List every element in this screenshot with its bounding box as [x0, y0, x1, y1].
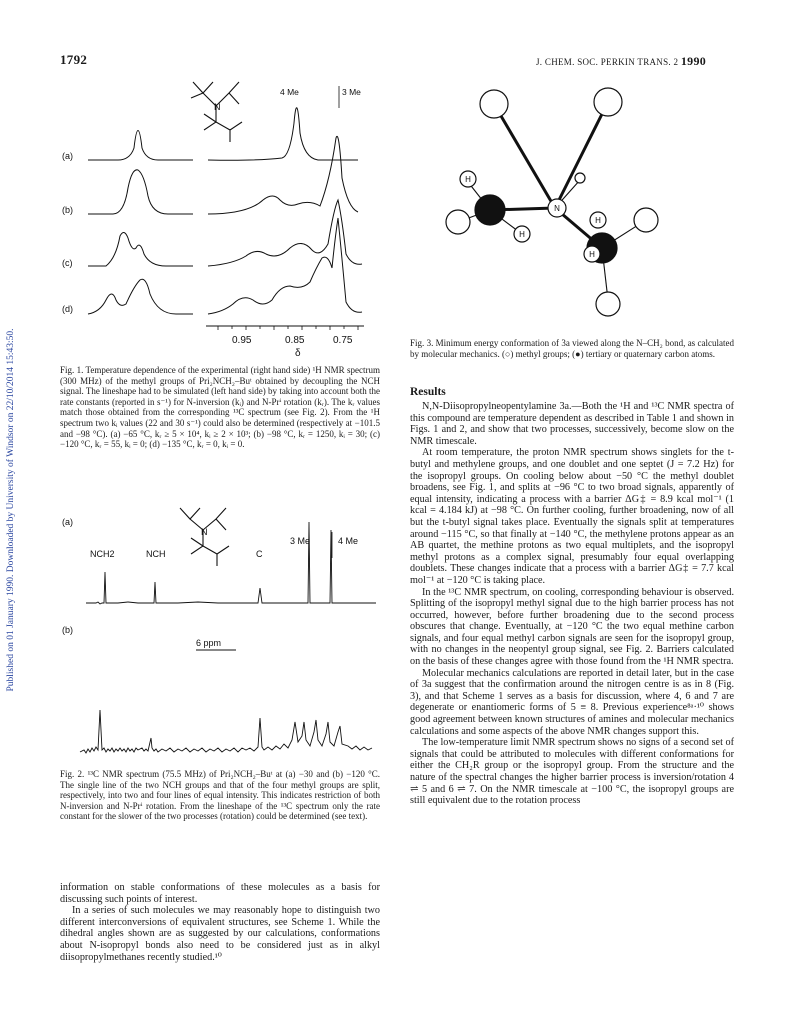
- fig1-trace-b-simulated: [88, 170, 193, 214]
- fig1-peak-label-3me: 3 Me: [342, 87, 361, 97]
- fig1-trace-label-c: (c): [62, 258, 73, 268]
- fig2-trace-label-b: (b): [62, 625, 73, 635]
- fig2-peak-label-c: C: [256, 549, 263, 559]
- results-paragraph-4: Molecular mechanics calculations are reported in detail later, but in the case of 3a suggest that the confirmation around the nitrogen centre is as in 8 (Fig. 3), and that Scheme 1 serves as a basis for discussion, where 4, 6 and 7 are degenerate or enantiomeric forms of 5 ≡ 8. Previous experience⁸ᵃ·¹⁰ shows good agreement between known structures of amines and molecular mechanics calculations and some aspects of the above NMR changes support this.: [410, 667, 734, 737]
- left-paragraph-2: In a series of such molecules we may reasonably hope to distinguish two different interconversions of equivalent structures, see Scheme 1. While the dihedral angles shown are as suggested by our calculations, conformations about N-isopropyl bonds also need to be considered just as in alkyl diisopropylmethanes recently studied.¹⁰: [60, 905, 380, 963]
- fig1-caption: Fig. 1. Temperature dependence of the experimental (right hand side) ¹H NMR spectrum (300 MHz) of the methyl groups of Pri₂NCH₂–Buᵗ obtained by decoupling the NCH signal. The lineshape had to be simulated (left hand side) by taking into account both the rate constants (reported in s⁻¹) for N-inversion (kᵢ) and N-Prⁱ rotation (kᵣ). The kᵣ values match those obtained from the corresponding ¹³C spectrum (see Fig. 2). From the ¹H spectrum two kᵢ values (22 and 30 s⁻¹) could also be determined (respectively at −101.5 and −98 °C). (a) −65 °C, kᵣ ≥ 5 × 10⁴, kᵢ ≥ 2 × 10³; (b) −98 °C, kᵣ = 1250, kᵢ = 30; (c) −120 °C, kᵣ = 55, kᵢ = 0; (d) −135 °C, kᵣ = 0, kᵢ = 0.: [60, 365, 380, 450]
- fig1-trace-label-d: (d): [62, 304, 73, 314]
- amine-structure-icon: [191, 82, 242, 142]
- fig1-trace-c-simulated: [88, 232, 193, 266]
- fig3-caption: Fig. 3. Minimum energy conformation of 3a viewed along the N–CH₂ bond, as calculated by molecular mechanics. (○) methyl groups; (●) tertiary or quaternary carbon atoms.: [410, 338, 734, 359]
- fig2-peak-label-3me: 3 Me: [290, 536, 311, 546]
- results-paragraph-5: The low-temperature limit NMR spectrum shows no signs of a second set of signals that could be attributed to molecules with different conformations for either the CH₂R group or the isopropyl group. From the structure and the nature of the spectral changes the higher barrier process is inversion/rotation 4 ⇌ 5 and 6 ⇌ 7. On the NMR timescale at −100 °C, the isopropyl groups are still equivalent due to the rotation process: [410, 737, 734, 807]
- fig1-trace-c-experimental: [208, 200, 362, 266]
- journal-header: [536, 54, 706, 69]
- fig2-scale-label: 6 ppm: [196, 638, 222, 648]
- results-paragraph-1: N,N-Diisopropylneopentylamine 3a.—Both the ¹H and ¹³C NMR spectra of this compound are temperature dependent as described in Table 1 and shown in Figs. 1 and 2, and show that two processes, successively, become slow on the NMR timescale.: [410, 401, 734, 447]
- left-paragraph-1: information on stable conformations of these molecules as a basis for discussing such points of interest.: [60, 882, 380, 905]
- fig1-trace-label-b: (b): [62, 205, 73, 215]
- fig2-peak-label-nch: NCH: [146, 549, 166, 559]
- page-number: 1792: [60, 52, 88, 67]
- figure-2: [58, 500, 380, 758]
- nitrogen-label-2: N: [201, 527, 208, 537]
- methyl-group-icon: [596, 292, 620, 316]
- fig3-atom-n: N: [554, 204, 560, 213]
- fig1-tick-0-95: 0.95: [232, 335, 252, 346]
- fig2-trace-label-a: (a): [62, 517, 73, 527]
- fig1-trace-b-experimental: [208, 136, 358, 214]
- lone-pair-icon: [575, 173, 585, 183]
- fig1-trace-a-simulated: [88, 131, 193, 161]
- fig2-spectrum-b: [80, 710, 372, 753]
- figure-1: [58, 68, 378, 360]
- fig1-trace-d-experimental: [208, 218, 362, 314]
- methyl-group-icon: [594, 88, 622, 116]
- left-column-text: [60, 882, 380, 963]
- figure-3: [440, 72, 680, 334]
- fig3-atoms: [446, 88, 658, 316]
- fig1-tick-0-85: 0.85: [285, 335, 305, 346]
- download-watermark-text: Published on 01 January 1990. Downloaded by University of Windsor on 22/10/2014 15:43:50.: [6, 328, 16, 692]
- methyl-group-icon: [480, 90, 508, 118]
- carbon-atom-icon: [475, 195, 505, 225]
- results-body: [410, 401, 734, 807]
- fig1-axis-label: δ: [295, 348, 301, 359]
- results-heading: Results: [410, 386, 446, 398]
- fig3-atom-h3: H: [595, 216, 601, 225]
- fig3-atom-h1: H: [465, 175, 471, 184]
- fig2-caption: Fig. 2. ¹³C NMR spectrum (75.5 MHz) of Pri₂NCH₂–Buᵗ at (a) −30 and (b) −120 °C. The single line of the two NCH groups and that of the four methyl groups are split, respectively, into two and four lines of equal intensity. This indicates restriction of both N-inversion and N-Prⁱ rotation. From the lineshape of the ¹³C spectrum only the rate constant for the slower of the two processes (rotation) could be determined (see text).: [60, 769, 380, 822]
- fig2-spectrum-a: [86, 522, 376, 604]
- methyl-group-icon: [446, 210, 470, 234]
- fig3-atom-h4: H: [589, 250, 595, 259]
- fig1-axis-ticks: [218, 326, 358, 330]
- results-paragraph-2: At room temperature, the proton NMR spectrum shows singlets for the t-butyl and methylene groups, and one doublet and one septet (J = 7.2 Hz) for the isopropyl groups. On cooling below about −50 °C the methyl doublet broadens, see Fig. 1, and splits at −96 °C to two broad signals, apparently of equal intensity, indicating a process with a barrier ΔG‡ = 8.9 kcal mol⁻¹ (1 kcal = 4.184 kJ) at −98 °C. On further cooling, further broadening, now of all but the t-butyl signal takes place. Eventually the signals split at temperatures around −115 °C, so that finally at −140 °C, the methylene protons appear as an AB quartet, the methine protons as two equal multiplets, and the isopropyl methyl protons as a complex signal, presumably four equal overlapping doublets. These changes indicate that a process with a barrier ΔG‡ = 7.7 kcal mol⁻¹ at −120 °C is taking place.: [410, 447, 734, 586]
- download-watermark: [4, 210, 18, 810]
- journal-name: J. CHEM. SOC. PERKIN TRANS. 2: [536, 57, 679, 67]
- fig1-tick-0-75: 0.75: [333, 335, 353, 346]
- fig1-peak-label-4me: 4 Me: [280, 87, 299, 97]
- amine-structure-icon-2: [180, 508, 229, 566]
- journal-year: 1990: [680, 54, 707, 68]
- methyl-group-icon: [634, 208, 658, 232]
- fig1-trace-d-simulated: [88, 279, 193, 314]
- fig3-atom-h2: H: [519, 230, 525, 239]
- fig2-peak-label-nch2: NCH2: [90, 549, 115, 559]
- fig1-trace-label-a: (a): [62, 151, 73, 161]
- results-paragraph-3: In the ¹³C NMR spectrum, on cooling, corresponding behaviour is observed. Splitting of the isopropyl methyl signal due to the high barrier process has not occurred, however, before further broadening due to the second process obscures that change. Eventually, at −120 °C the two equal methine carbon signals, and four equal methyl carbon signals are seen for the isopropyl group, with no changes in the neopentyl group signal, see Fig. 2. Barriers calculated on the basis of these changes agree with those found from the ¹H NMR spectra.: [410, 586, 734, 668]
- nitrogen-label: N: [214, 102, 221, 112]
- fig2-peak-label-4me: 4 Me: [338, 536, 359, 546]
